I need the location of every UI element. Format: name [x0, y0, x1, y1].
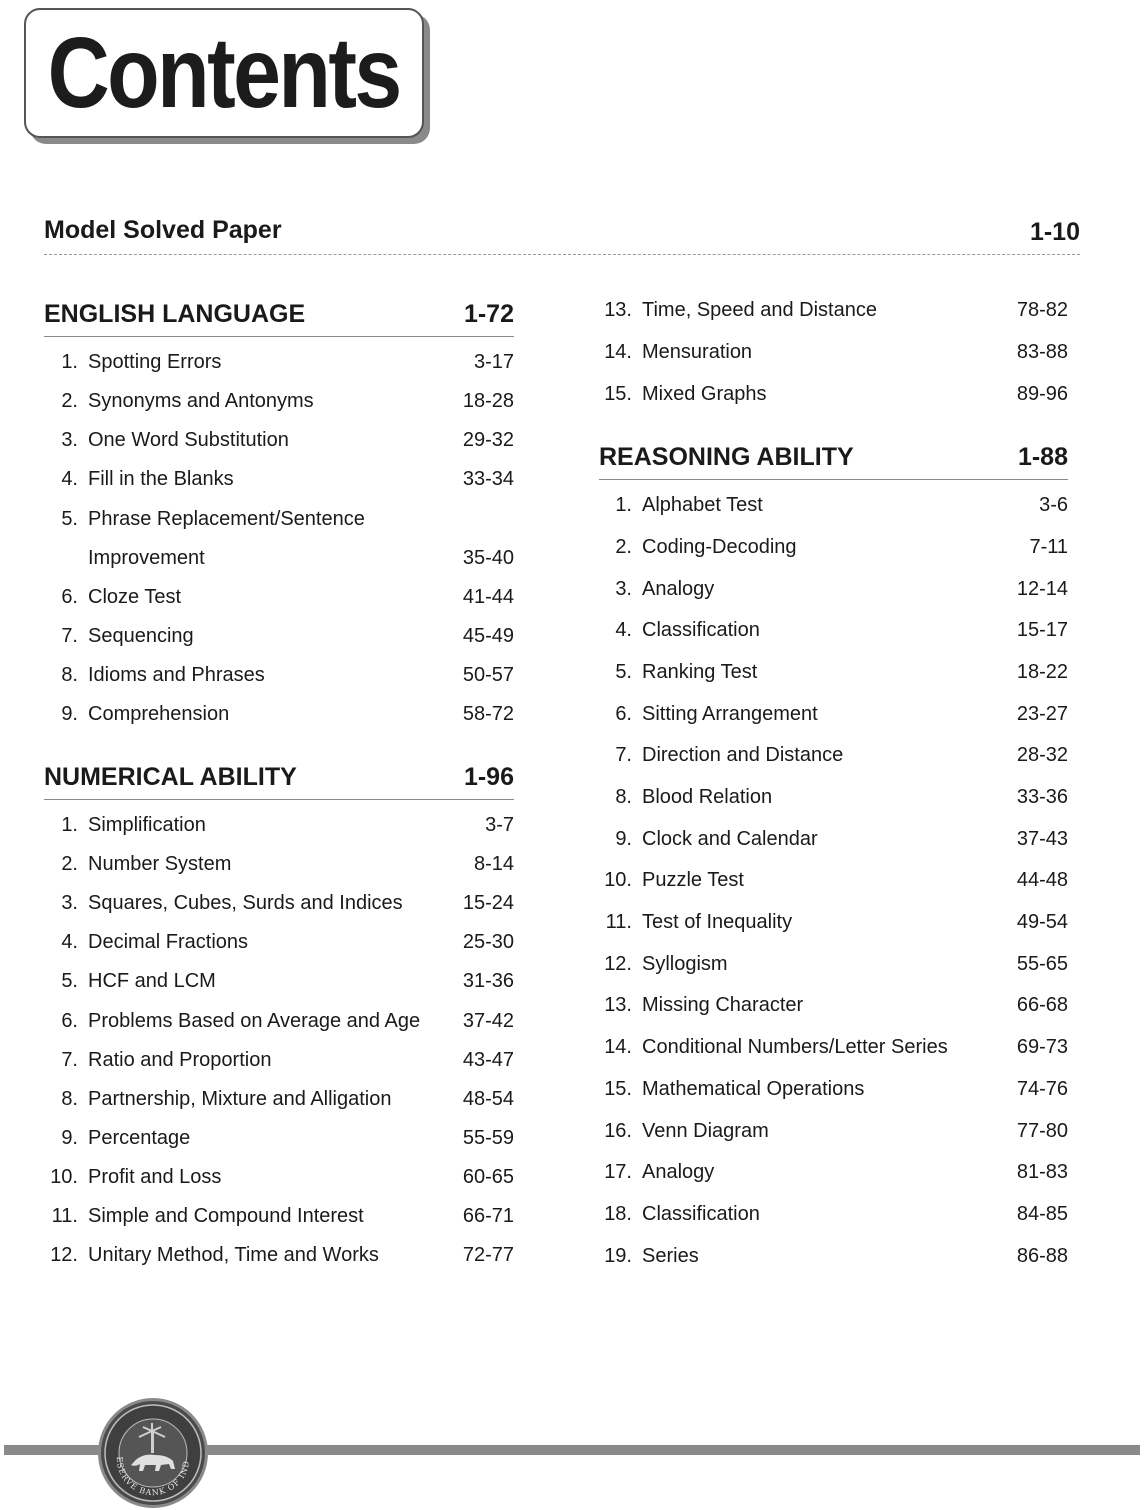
- entry-number: 9.: [61, 703, 78, 725]
- toc-entry[interactable]: [600, 494, 1068, 522]
- entry-title: Partnership, Mixture and Alligation: [88, 1088, 392, 1110]
- toc-entry[interactable]: [600, 1120, 1068, 1148]
- entry-number: 8.: [615, 786, 632, 808]
- toc-entry[interactable]: [46, 429, 514, 457]
- section-pages: 1-72: [463, 300, 514, 328]
- toc-entry[interactable]: [600, 1078, 1068, 1106]
- entry-pages: 31-36: [462, 970, 514, 992]
- entry-pages: 74-76: [1016, 1078, 1068, 1100]
- section-header-english[interactable]: [44, 300, 514, 337]
- entry-number: 5.: [615, 661, 632, 683]
- entry-number: 10.: [604, 869, 632, 891]
- entry-number: 7.: [61, 1049, 78, 1071]
- page-title: Contents: [47, 17, 401, 129]
- entry-title: Fill in the Blanks: [88, 468, 234, 490]
- entry-pages: 72-77: [462, 1244, 514, 1266]
- entry-pages: 48-54: [462, 1088, 514, 1110]
- entry-title: Puzzle Test: [642, 869, 744, 891]
- section-header-numerical[interactable]: [44, 763, 514, 800]
- entry-number: 13.: [604, 299, 632, 321]
- entry-title: Mixed Graphs: [642, 383, 767, 405]
- entry-number: 10.: [50, 1166, 78, 1188]
- toc-entry-continued[interactable]: [46, 547, 514, 575]
- section-header-reasoning[interactable]: [599, 443, 1068, 480]
- entry-title: Ranking Test: [642, 661, 758, 683]
- toc-entry[interactable]: [46, 931, 514, 959]
- entry-pages: 23-27: [1016, 703, 1068, 725]
- entry-number: 4.: [615, 619, 632, 641]
- entry-pages: 55-59: [462, 1127, 514, 1149]
- entry-number: 12.: [50, 1244, 78, 1266]
- entry-pages: 37-42: [462, 1010, 514, 1032]
- entry-title: Mathematical Operations: [642, 1078, 865, 1100]
- entry-pages: 58-72: [462, 703, 514, 725]
- entry-title: Alphabet Test: [642, 494, 763, 516]
- toc-entry[interactable]: [600, 828, 1068, 856]
- toc-entry[interactable]: [600, 383, 1068, 411]
- seal-text-bottom: ESERVE BANK OF IND: [114, 1456, 192, 1498]
- entry-pages: 33-34: [462, 468, 514, 490]
- toc-entry[interactable]: [600, 341, 1068, 369]
- entry-pages: 77-80: [1016, 1120, 1068, 1142]
- entry-title: Number System: [88, 853, 232, 875]
- toc-entry[interactable]: [46, 664, 514, 692]
- entry-number: 17.: [604, 1161, 632, 1183]
- entry-pages: 28-32: [1016, 744, 1068, 766]
- toc-entry[interactable]: [46, 1010, 514, 1038]
- toc-entry[interactable]: [46, 586, 514, 614]
- entry-number: 6.: [615, 703, 632, 725]
- entry-pages: 18-28: [462, 390, 514, 412]
- entry-number: 1.: [615, 494, 632, 516]
- entry-title: Ratio and Proportion: [88, 1049, 272, 1071]
- entry-number: 4.: [61, 931, 78, 953]
- toc-entry[interactable]: [600, 786, 1068, 814]
- entry-number: 9.: [615, 828, 632, 850]
- seal-graphic: [101, 1401, 205, 1505]
- entry-title: Sequencing: [88, 625, 194, 647]
- entry-pages: 66-68: [1016, 994, 1068, 1016]
- entry-number: 11.: [51, 1205, 78, 1227]
- entry-pages: 44-48: [1016, 869, 1068, 891]
- model-paper-label: Model Solved Paper: [44, 216, 282, 244]
- section-title: REASONING ABILITY: [599, 443, 854, 471]
- entry-title: Comprehension: [88, 703, 230, 725]
- entry-number: 2.: [61, 390, 78, 412]
- entry-number: 3.: [61, 892, 78, 914]
- entry-title: Classification: [642, 1203, 760, 1225]
- entry-pages: 18-22: [1016, 661, 1068, 683]
- entry-number: 1.: [61, 351, 78, 373]
- entry-title: Profit and Loss: [88, 1166, 222, 1188]
- entry-number: 3.: [61, 429, 78, 451]
- entry-title: Sitting Arrangement: [642, 703, 818, 725]
- entry-title: Test of Inequality: [642, 911, 793, 933]
- toc-entry[interactable]: [600, 1036, 1068, 1064]
- section-title: NUMERICAL ABILITY: [44, 763, 297, 791]
- entry-pages: 78-82: [1016, 299, 1068, 321]
- entry-number: 14.: [604, 1036, 632, 1058]
- entry-number: 15.: [604, 383, 632, 405]
- entry-title: Classification: [642, 619, 760, 641]
- toc-entry[interactable]: [46, 703, 514, 731]
- entry-title: Missing Character: [642, 994, 804, 1016]
- toc-entry[interactable]: [46, 468, 514, 496]
- toc-entry[interactable]: [600, 661, 1068, 689]
- toc-entry[interactable]: [46, 1088, 514, 1116]
- entry-number: 16.: [604, 1120, 632, 1142]
- entry-pages: 84-85: [1016, 1203, 1068, 1225]
- toc-entry[interactable]: [46, 970, 514, 998]
- toc-entry[interactable]: [600, 869, 1068, 897]
- entry-number: 2.: [615, 536, 632, 558]
- entry-title: Clock and Calendar: [642, 828, 818, 850]
- entry-title: Squares, Cubes, Surds and Indices: [88, 892, 403, 914]
- toc-entry[interactable]: [46, 508, 514, 536]
- entry-number: 13.: [604, 994, 632, 1016]
- toc-entry[interactable]: [600, 578, 1068, 606]
- entry-title: Cloze Test: [88, 586, 182, 608]
- entry-title: Phrase Replacement/Sentence: [88, 508, 365, 530]
- entry-title: Problems Based on Average and Age: [88, 1010, 421, 1032]
- section-pages: 1-88: [1017, 443, 1068, 471]
- entry-title: HCF and LCM: [88, 970, 216, 992]
- toc-entry[interactable]: [46, 814, 514, 842]
- entry-pages: 15-17: [1016, 619, 1068, 641]
- toc-entry[interactable]: [600, 953, 1068, 981]
- entry-number: 7.: [61, 625, 78, 647]
- entry-number: 15.: [604, 1078, 632, 1100]
- toc-entry[interactable]: [600, 911, 1068, 939]
- contents-title-box: [24, 8, 424, 138]
- entry-title: Spotting Errors: [88, 351, 222, 373]
- toc-entry[interactable]: [46, 1166, 514, 1194]
- entry-title: Venn Diagram: [642, 1120, 769, 1142]
- entry-title: Simplification: [88, 814, 206, 836]
- entry-pages: 35-40: [462, 547, 514, 569]
- entry-number: 5.: [61, 970, 78, 992]
- entry-title: Decimal Fractions: [88, 931, 249, 953]
- entry-title: Time, Speed and Distance: [642, 299, 877, 321]
- entry-pages: 7-11: [1029, 536, 1068, 558]
- entry-pages: 25-30: [462, 931, 514, 953]
- entry-number: 9.: [61, 1127, 78, 1149]
- model-paper-pages: 1-10: [1029, 218, 1080, 246]
- entry-number: 18.: [604, 1203, 632, 1225]
- entry-pages: 37-43: [1016, 828, 1068, 850]
- toc-entry[interactable]: [600, 744, 1068, 772]
- entry-number: 19.: [604, 1245, 632, 1267]
- toc-entry[interactable]: [600, 619, 1068, 647]
- entry-pages: 66-71: [462, 1205, 514, 1227]
- entry-pages: 3-17: [473, 351, 514, 373]
- rbi-seal-icon: [98, 1398, 208, 1508]
- entry-pages: 41-44: [462, 586, 514, 608]
- entry-title: Syllogism: [642, 953, 728, 975]
- entry-title: Mensuration: [642, 341, 753, 363]
- entry-title: Idioms and Phrases: [88, 664, 265, 686]
- entry-pages: 49-54: [1016, 911, 1068, 933]
- entry-number: 4.: [61, 468, 78, 490]
- toc-entry[interactable]: [600, 299, 1068, 327]
- model-paper-row[interactable]: [44, 214, 1080, 255]
- entry-title: One Word Substitution: [88, 429, 289, 451]
- entry-pages: 3-7: [485, 814, 514, 836]
- entry-number: 2.: [61, 853, 78, 875]
- entry-pages: 86-88: [1016, 1245, 1068, 1267]
- entry-title: Analogy: [642, 578, 715, 600]
- entry-pages: 60-65: [462, 1166, 514, 1188]
- entry-title: Series: [642, 1245, 699, 1267]
- entry-pages: 89-96: [1016, 383, 1068, 405]
- entry-title: Conditional Numbers/Letter Series: [642, 1036, 948, 1058]
- entry-pages: 69-73: [1016, 1036, 1068, 1058]
- toc-entry[interactable]: [46, 1127, 514, 1155]
- toc-entry[interactable]: [46, 1205, 514, 1233]
- toc-entry[interactable]: [600, 1161, 1068, 1189]
- entry-pages: 45-49: [462, 625, 514, 647]
- toc-entry[interactable]: [600, 536, 1068, 564]
- entry-title: Analogy: [642, 1161, 715, 1183]
- entry-pages: 15-24: [462, 892, 514, 914]
- entry-pages: 43-47: [462, 1049, 514, 1071]
- toc-entry[interactable]: [600, 1245, 1068, 1273]
- entry-pages: 8-14: [473, 853, 514, 875]
- entry-number: 6.: [61, 586, 78, 608]
- entry-number: 8.: [61, 1088, 78, 1110]
- entry-pages: 55-65: [1016, 953, 1068, 975]
- toc-entry[interactable]: [46, 351, 514, 379]
- entry-number: 1.: [61, 814, 78, 836]
- entry-number: 7.: [615, 744, 632, 766]
- entry-pages: 3-6: [1039, 494, 1068, 516]
- entry-pages: 33-36: [1016, 786, 1068, 808]
- toc-entry[interactable]: [46, 1049, 514, 1077]
- entry-number: 12.: [604, 953, 632, 975]
- entry-pages: 81-83: [1016, 1161, 1068, 1183]
- toc-entry[interactable]: [600, 1203, 1068, 1231]
- section-title: ENGLISH LANGUAGE: [44, 300, 306, 328]
- entry-pages: 83-88: [1016, 341, 1068, 363]
- entry-title: Direction and Distance: [642, 744, 844, 766]
- toc-entry[interactable]: [600, 994, 1068, 1022]
- toc-entry[interactable]: [46, 1244, 514, 1272]
- section-pages: 1-96: [463, 763, 514, 791]
- toc-entry[interactable]: [46, 390, 514, 418]
- entry-title: Synonyms and Antonyms: [88, 390, 314, 412]
- entry-number: 5.: [61, 508, 78, 530]
- entry-pages: 12-14: [1016, 578, 1068, 600]
- entry-number: 6.: [61, 1010, 78, 1032]
- toc-entry[interactable]: [46, 625, 514, 653]
- entry-number: 11.: [605, 911, 632, 933]
- entry-title-continued: Improvement: [88, 547, 205, 569]
- entry-number: 8.: [61, 664, 78, 686]
- entry-title: Coding-Decoding: [642, 536, 797, 558]
- entry-title: Unitary Method, Time and Works: [88, 1244, 379, 1266]
- entry-pages: 50-57: [462, 664, 514, 686]
- entry-title: Simple and Compound Interest: [88, 1205, 364, 1227]
- entry-number: 3.: [615, 578, 632, 600]
- entry-title: Percentage: [88, 1127, 191, 1149]
- entry-number: 14.: [604, 341, 632, 363]
- toc-entry[interactable]: [46, 892, 514, 920]
- entry-pages: 29-32: [462, 429, 514, 451]
- entry-title: Blood Relation: [642, 786, 773, 808]
- toc-entry[interactable]: [600, 703, 1068, 731]
- toc-entry[interactable]: [46, 853, 514, 881]
